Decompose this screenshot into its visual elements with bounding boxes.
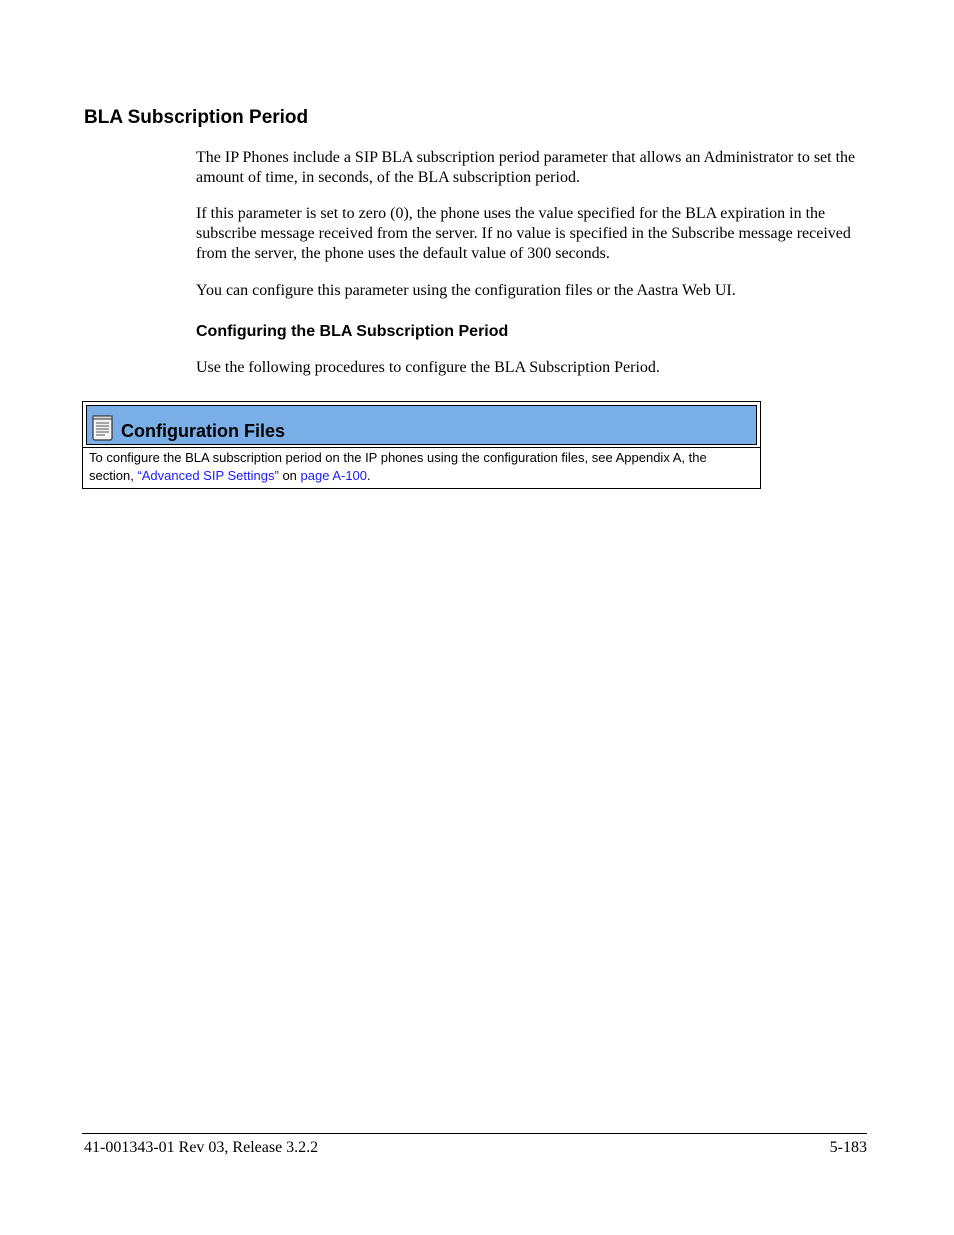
intro-paragraph: The IP Phones include a SIP BLA subscription period parameter that allows an Administrator to set the amount of time, in seconds, of the BLA subscription period. <box>196 149 856 186</box>
configuration-files-box <box>82 401 761 489</box>
advanced-sip-settings-link[interactable]: “Advanced SIP Settings” <box>137 468 279 483</box>
configuration-files-text <box>89 449 754 485</box>
zero-value-paragraph: If this parameter is set to zero (0), the phone uses the value specified for the BLA expiration in the subscribe message received from the server. If no value is specified in the Subscribe message received from the server, the phone uses the default value of 300 seconds. <box>196 205 851 262</box>
box-divider <box>83 447 760 448</box>
configuration-files-title: Configuration Files <box>121 421 285 441</box>
config-text-middle: on <box>278 468 301 483</box>
document-icon <box>92 415 113 441</box>
subsection-heading: Configuring the BLA Subscription Period <box>196 323 509 340</box>
config-text-after: . <box>367 468 371 483</box>
configure-methods-paragraph: You can configure this parameter using the configuration files or the Aastra Web UI. <box>196 282 736 299</box>
page-a-100-link[interactable]: page A-100 <box>300 468 368 483</box>
footer-page-number: 5-183 <box>829 1139 867 1156</box>
config-text-before: To configure the BLA subscription period on the IP phones using the configuration files, see Appendix A, the section, <box>89 450 707 483</box>
procedure-intro-paragraph: Use the following procedures to configure the BLA Subscription Period. <box>196 359 660 376</box>
configuration-files-header <box>86 405 757 445</box>
footer-document-id: 41-001343-01 Rev 03, Release 3.2.2 <box>84 1139 319 1156</box>
section-heading: BLA Subscription Period <box>84 107 309 128</box>
footer-rule <box>82 1133 867 1134</box>
